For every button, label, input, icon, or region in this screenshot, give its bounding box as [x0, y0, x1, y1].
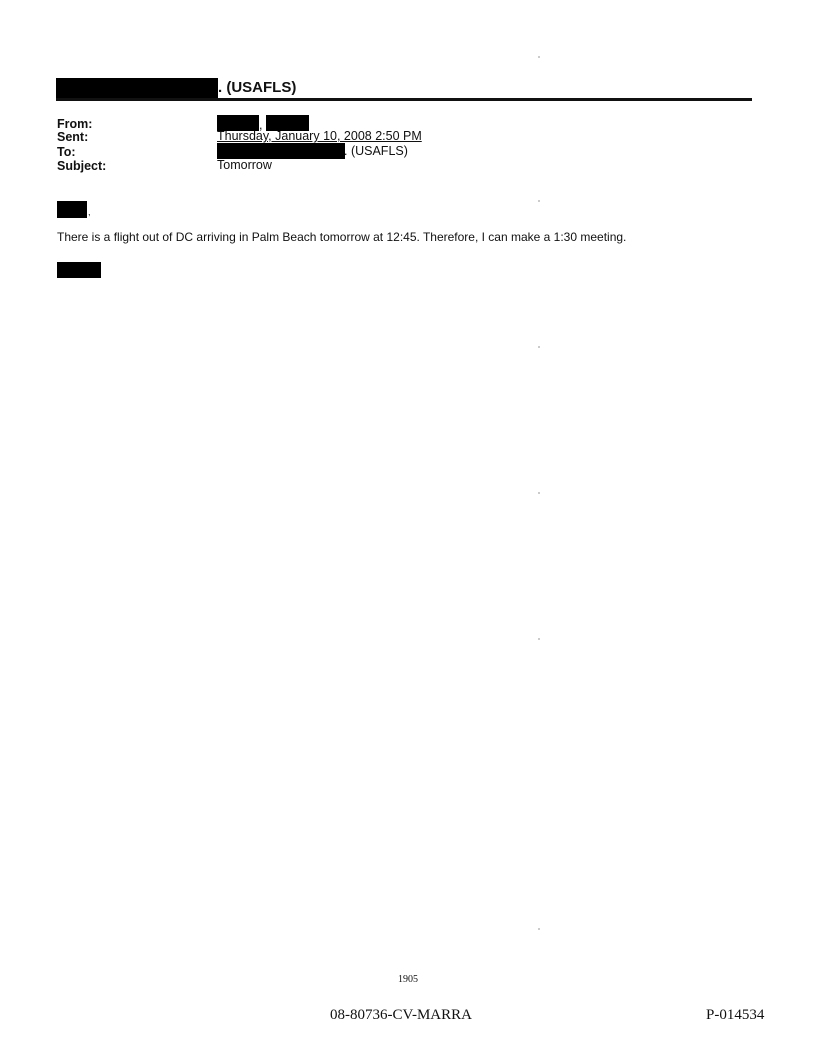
subject-label: Subject:	[57, 159, 107, 173]
scan-speck	[538, 928, 540, 930]
to-value-redaction	[217, 143, 345, 159]
scan-speck	[538, 200, 540, 202]
scan-speck	[538, 346, 540, 348]
from-value-separator: ,	[259, 118, 263, 132]
page-number: 1905	[398, 974, 418, 985]
case-number: 08-80736-CV-MARRA	[330, 1007, 472, 1023]
bates-number: P-014534	[706, 1007, 765, 1023]
message-body: There is a flight out of DC arriving in Palm Beach tomorrow at 12:45. Therefore, I can make a 1:30 meeting.	[57, 230, 627, 244]
header-name-suffix: . (USAFLS)	[218, 79, 297, 96]
header-name-redaction	[56, 78, 218, 100]
subject-value: Tomorrow	[217, 158, 272, 172]
from-label: From:	[57, 117, 93, 131]
header-divider	[56, 98, 752, 101]
sent-value: Thursday, January 10, 2008 2:50 PM	[217, 129, 422, 143]
scan-speck	[538, 56, 540, 58]
signature-redaction	[57, 262, 101, 278]
sent-label: Sent:	[57, 130, 89, 144]
greeting-punctuation: ,	[88, 207, 91, 217]
scan-speck	[538, 492, 540, 494]
greeting-redaction	[57, 201, 87, 218]
to-value: . (USAFLS)	[344, 144, 408, 158]
scan-speck	[538, 638, 540, 640]
to-label: To:	[57, 145, 76, 159]
